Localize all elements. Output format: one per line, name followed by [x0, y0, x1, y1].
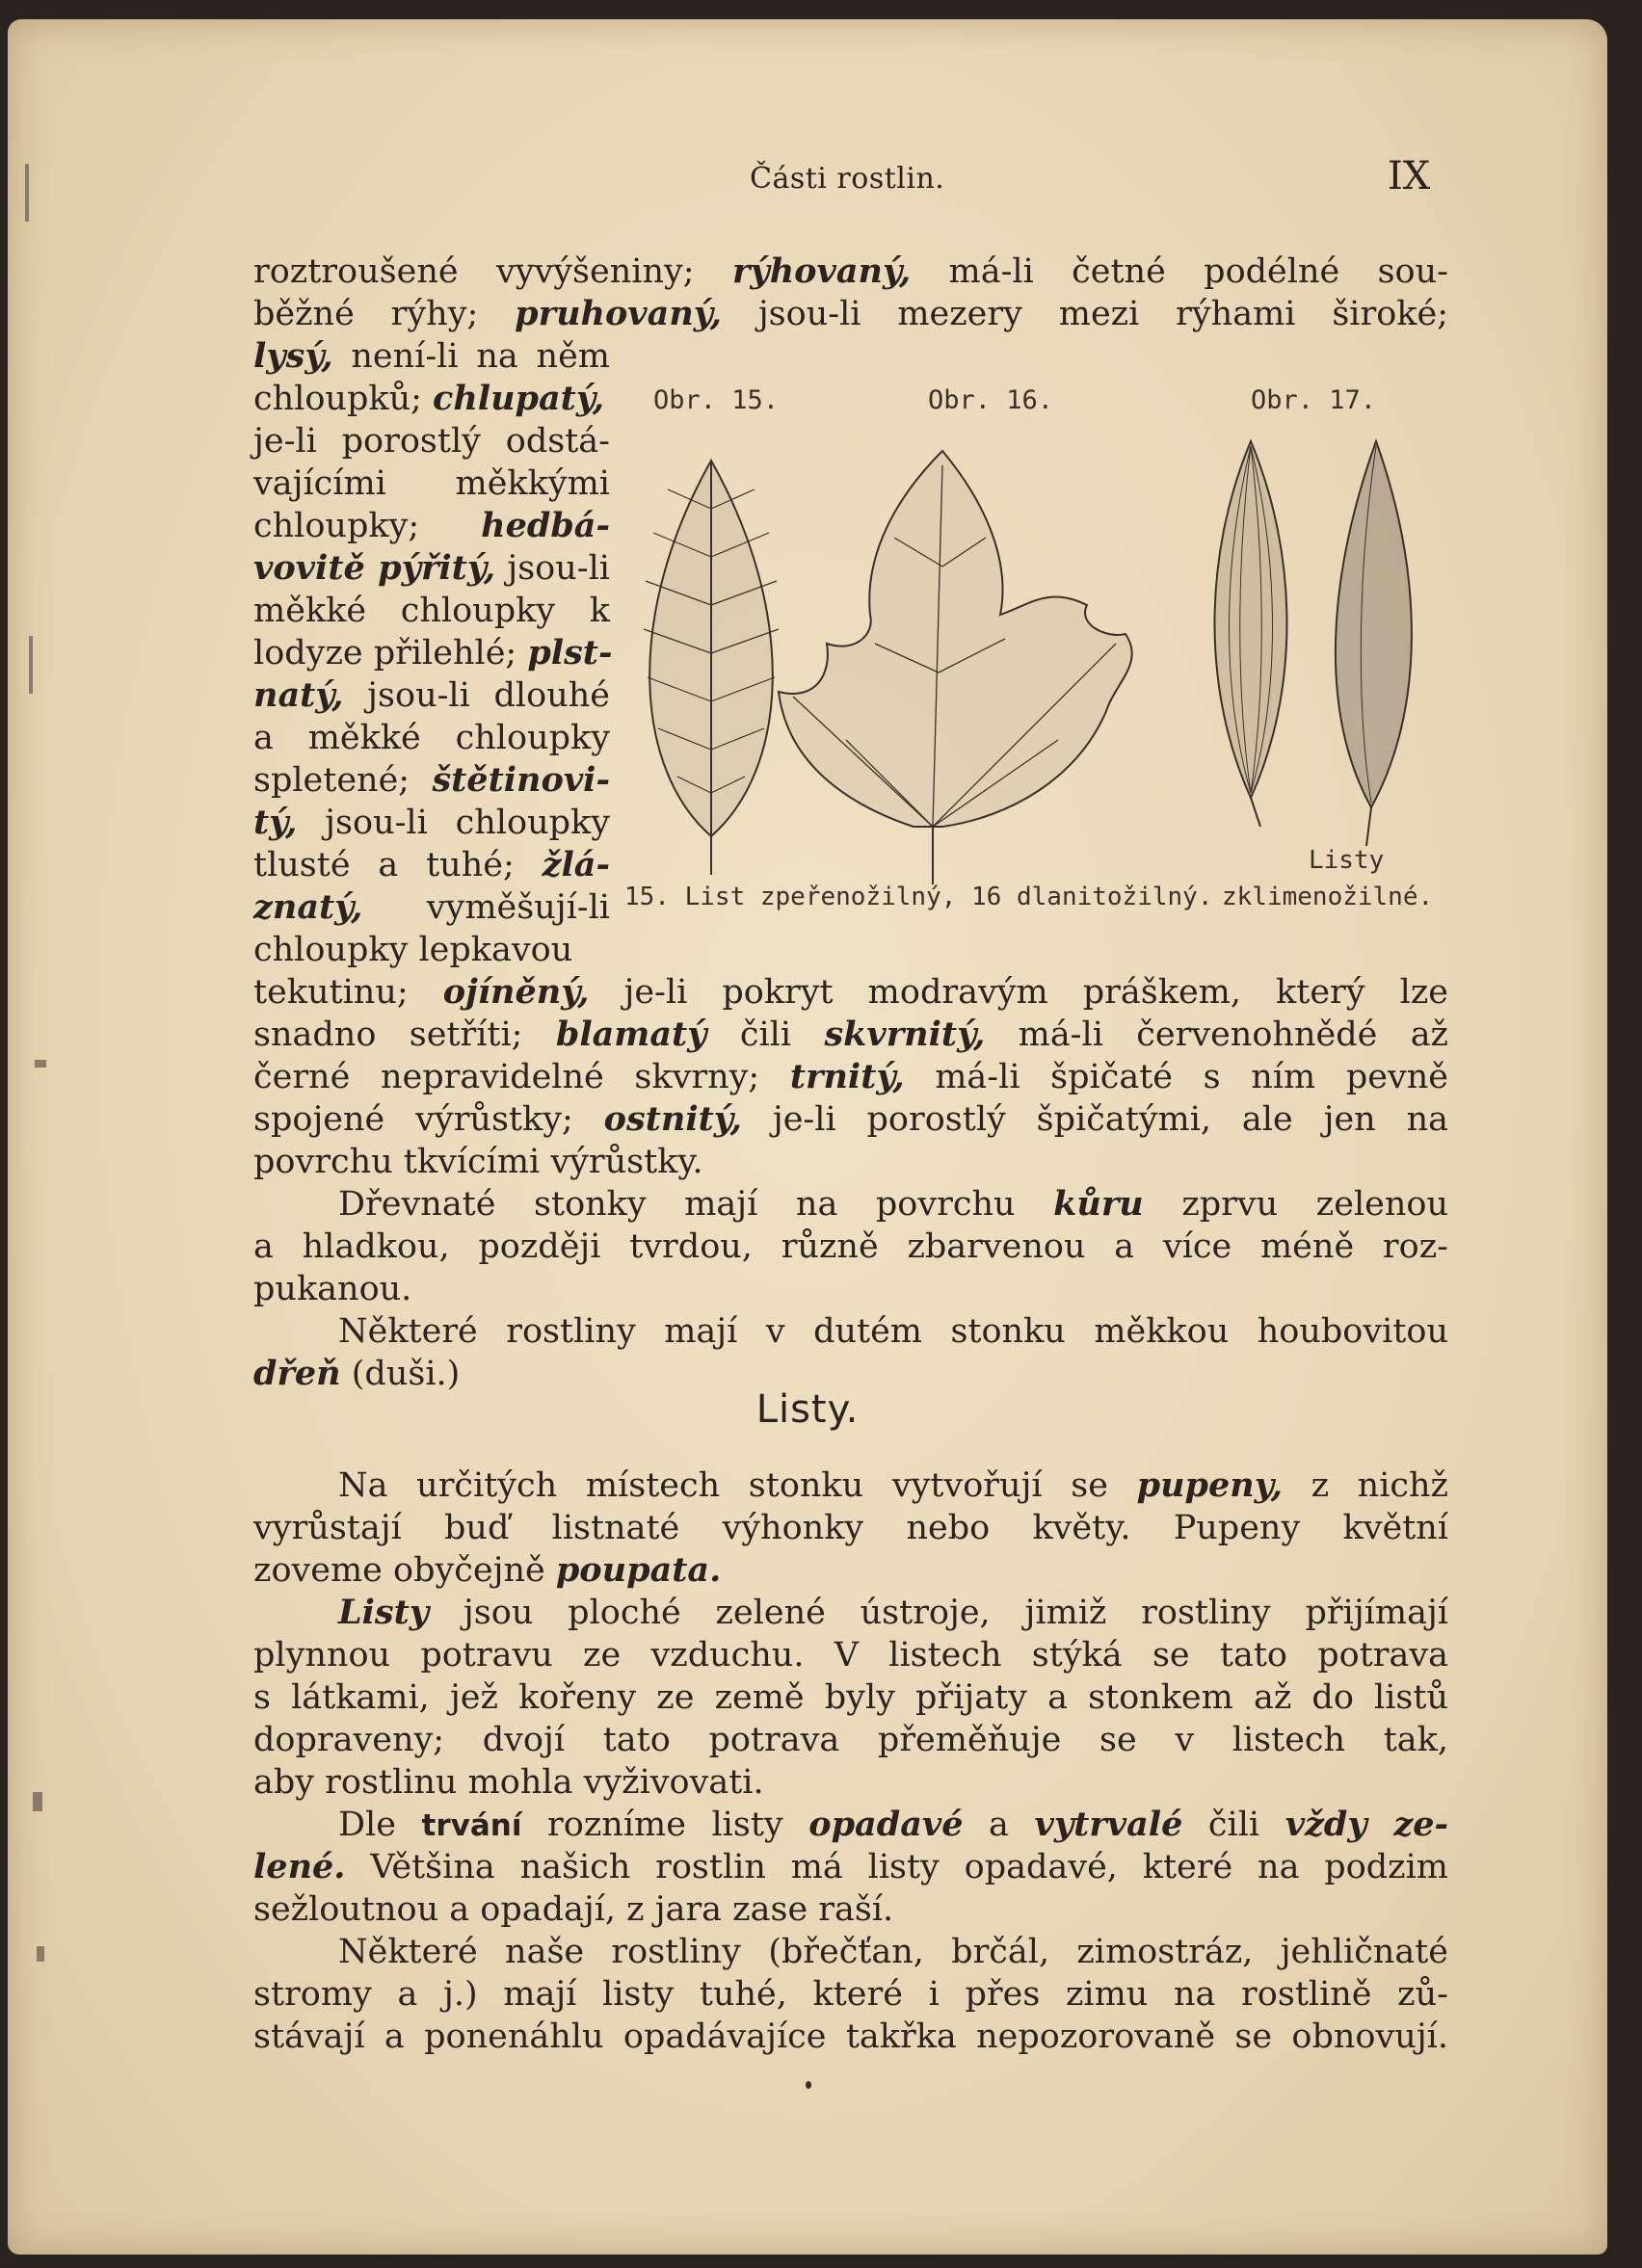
text-line: snadno setříti; blamatý čili skvrnitý, má-li červenohnědé až: [253, 1015, 1448, 1054]
paragraph-main: [253, 971, 1448, 1395]
text-line: plynnou potravu ze vzduchu. V listech stýká se tato potrava: [253, 1636, 1448, 1675]
text-line: tlusté a tuhé; žlá-: [253, 845, 610, 884]
lanceolate-leaf-icon: [1336, 441, 1412, 846]
section-heading: Listy.: [755, 1387, 860, 1432]
leaf-figures: [624, 383, 1463, 923]
text-line: tekutinu; ojíněný, je-li pokryt modravým práškem, který lze: [253, 972, 1448, 1012]
palmate-leaf-icon: [779, 451, 1132, 884]
text-line: pukanou.: [253, 1270, 412, 1308]
fig15-label: Obr. 15.: [653, 385, 780, 415]
ink-speck: [806, 2081, 811, 2089]
text-line: lodyze přilehlé; plst-: [253, 633, 613, 672]
text-line: dopraveny; dvojí tato potrava přeměňuje se v listech tak,: [253, 1721, 1448, 1759]
text-line: znatý, vyměšují-li: [253, 887, 610, 927]
text-line: černé nepravidelné skvrny; trnitý, má-li špičaté s ním pevně: [253, 1057, 1449, 1096]
text-line: Listy jsou ploché zelené ústroje, jimiž rostliny přijímají: [338, 1593, 1448, 1632]
text-line: Některé naše rostliny (břečťan, brčál, zimostráz, jehličnaté: [338, 1933, 1448, 1971]
text-line: stromy a j.) mají listy tuhé, které i přes zimu na rostlině zů-: [253, 1975, 1448, 2014]
fig16-label: Obr. 16.: [928, 385, 1054, 415]
text-line: s látkami, jež kořeny ze země byly přijaty a stonkem až do listů: [253, 1678, 1448, 1717]
text-line: chloupky lepkavou: [253, 931, 573, 969]
fig17-label: Obr. 17.: [1251, 385, 1377, 415]
text-line: lené. Většina našich rostlin má listy opadavé, které na podzim: [253, 1847, 1448, 1886]
text-line: běžné rýhy; pruhovaný, jsou-li mezery mezi rýhami široké;: [253, 294, 1448, 333]
text-line: dřeň (duši.): [253, 1354, 461, 1393]
text-line: Dle trvání rozníme listy opadavé a vytrvalé čili vždy ze-: [338, 1805, 1449, 1844]
paragraph-lower: [253, 1464, 1448, 2058]
pinnate-leaf-icon: [644, 461, 779, 875]
text-line: spletené; štětinovi-: [253, 760, 610, 800]
text-line: lysý, není-li na něm: [253, 336, 610, 376]
fig15-16-caption: 15. List zpeřenožilný, 16 dlanitožilný.: [624, 883, 1213, 911]
text-line: vyrůstají buď listnaté výhonky nebo květy. Pupeny květní: [253, 1509, 1448, 1547]
text-line: chloupky; hedbá-: [253, 506, 610, 545]
text-line: Na určitých místech stonku vytvořují se pupeny, z nichž: [338, 1465, 1448, 1505]
text-line: měkké chloupky k: [253, 592, 610, 630]
curvinerved-leaf-icon: [1215, 441, 1287, 827]
text-line: roztroušené vyvýšeniny; rýhovaný, má-li četné podélné sou-: [253, 251, 1448, 291]
text-line: spojené výrůstky; ostnitý, je-li porostlý špičatými, ale jen na: [253, 1099, 1448, 1139]
text-line: tý, jsou-li chloupky: [253, 803, 610, 842]
text-line: je-li porostlý odstá-: [253, 422, 610, 461]
text-line: stávají a ponenáhlu opadávajíce takřka nepozorovaně se obnovují.: [253, 2017, 1448, 2056]
text-line: natý, jsou-li dlouhé: [253, 675, 610, 715]
paragraph-narrow-column: [253, 335, 613, 971]
text-line: aby rostlinu mohla vyživovati.: [253, 1763, 764, 1802]
text-line: vovitě pýřitý, jsou-li: [253, 548, 610, 588]
text-line: povrchu tkvícími výrůstky.: [253, 1143, 703, 1181]
paragraph-top: [253, 251, 1448, 335]
text-line: a měkké chloupky: [253, 719, 610, 757]
text-line: Dřevnaté stonky mají na povrchu kůru zprvu zelenou: [338, 1184, 1449, 1224]
running-title: Části rostlin.: [750, 162, 945, 196]
text-line: sežloutnou a opadají, z jara zase raší.: [253, 1890, 894, 1929]
text-line: vajícími měkkými: [253, 464, 610, 503]
page-header: [8, 154, 1607, 202]
page-number: IX: [1388, 154, 1431, 198]
book-page: [8, 19, 1607, 2255]
text-line: chloupků; chlupatý,: [253, 379, 605, 418]
text-line: a hladkou, později tvrdou, různě zbarvenou a více méně roz-: [253, 1227, 1448, 1266]
text-line: zoveme obyčejně poupata.: [253, 1550, 722, 1590]
leaf-illustrations: [624, 422, 1463, 904]
fig17-caption-line1: Listy: [1309, 846, 1385, 875]
fig17-caption-line2: zklimenožilné.: [1222, 883, 1434, 911]
text-line: Některé rostliny mají v dutém stonku měkkou houbovitou: [338, 1312, 1448, 1351]
